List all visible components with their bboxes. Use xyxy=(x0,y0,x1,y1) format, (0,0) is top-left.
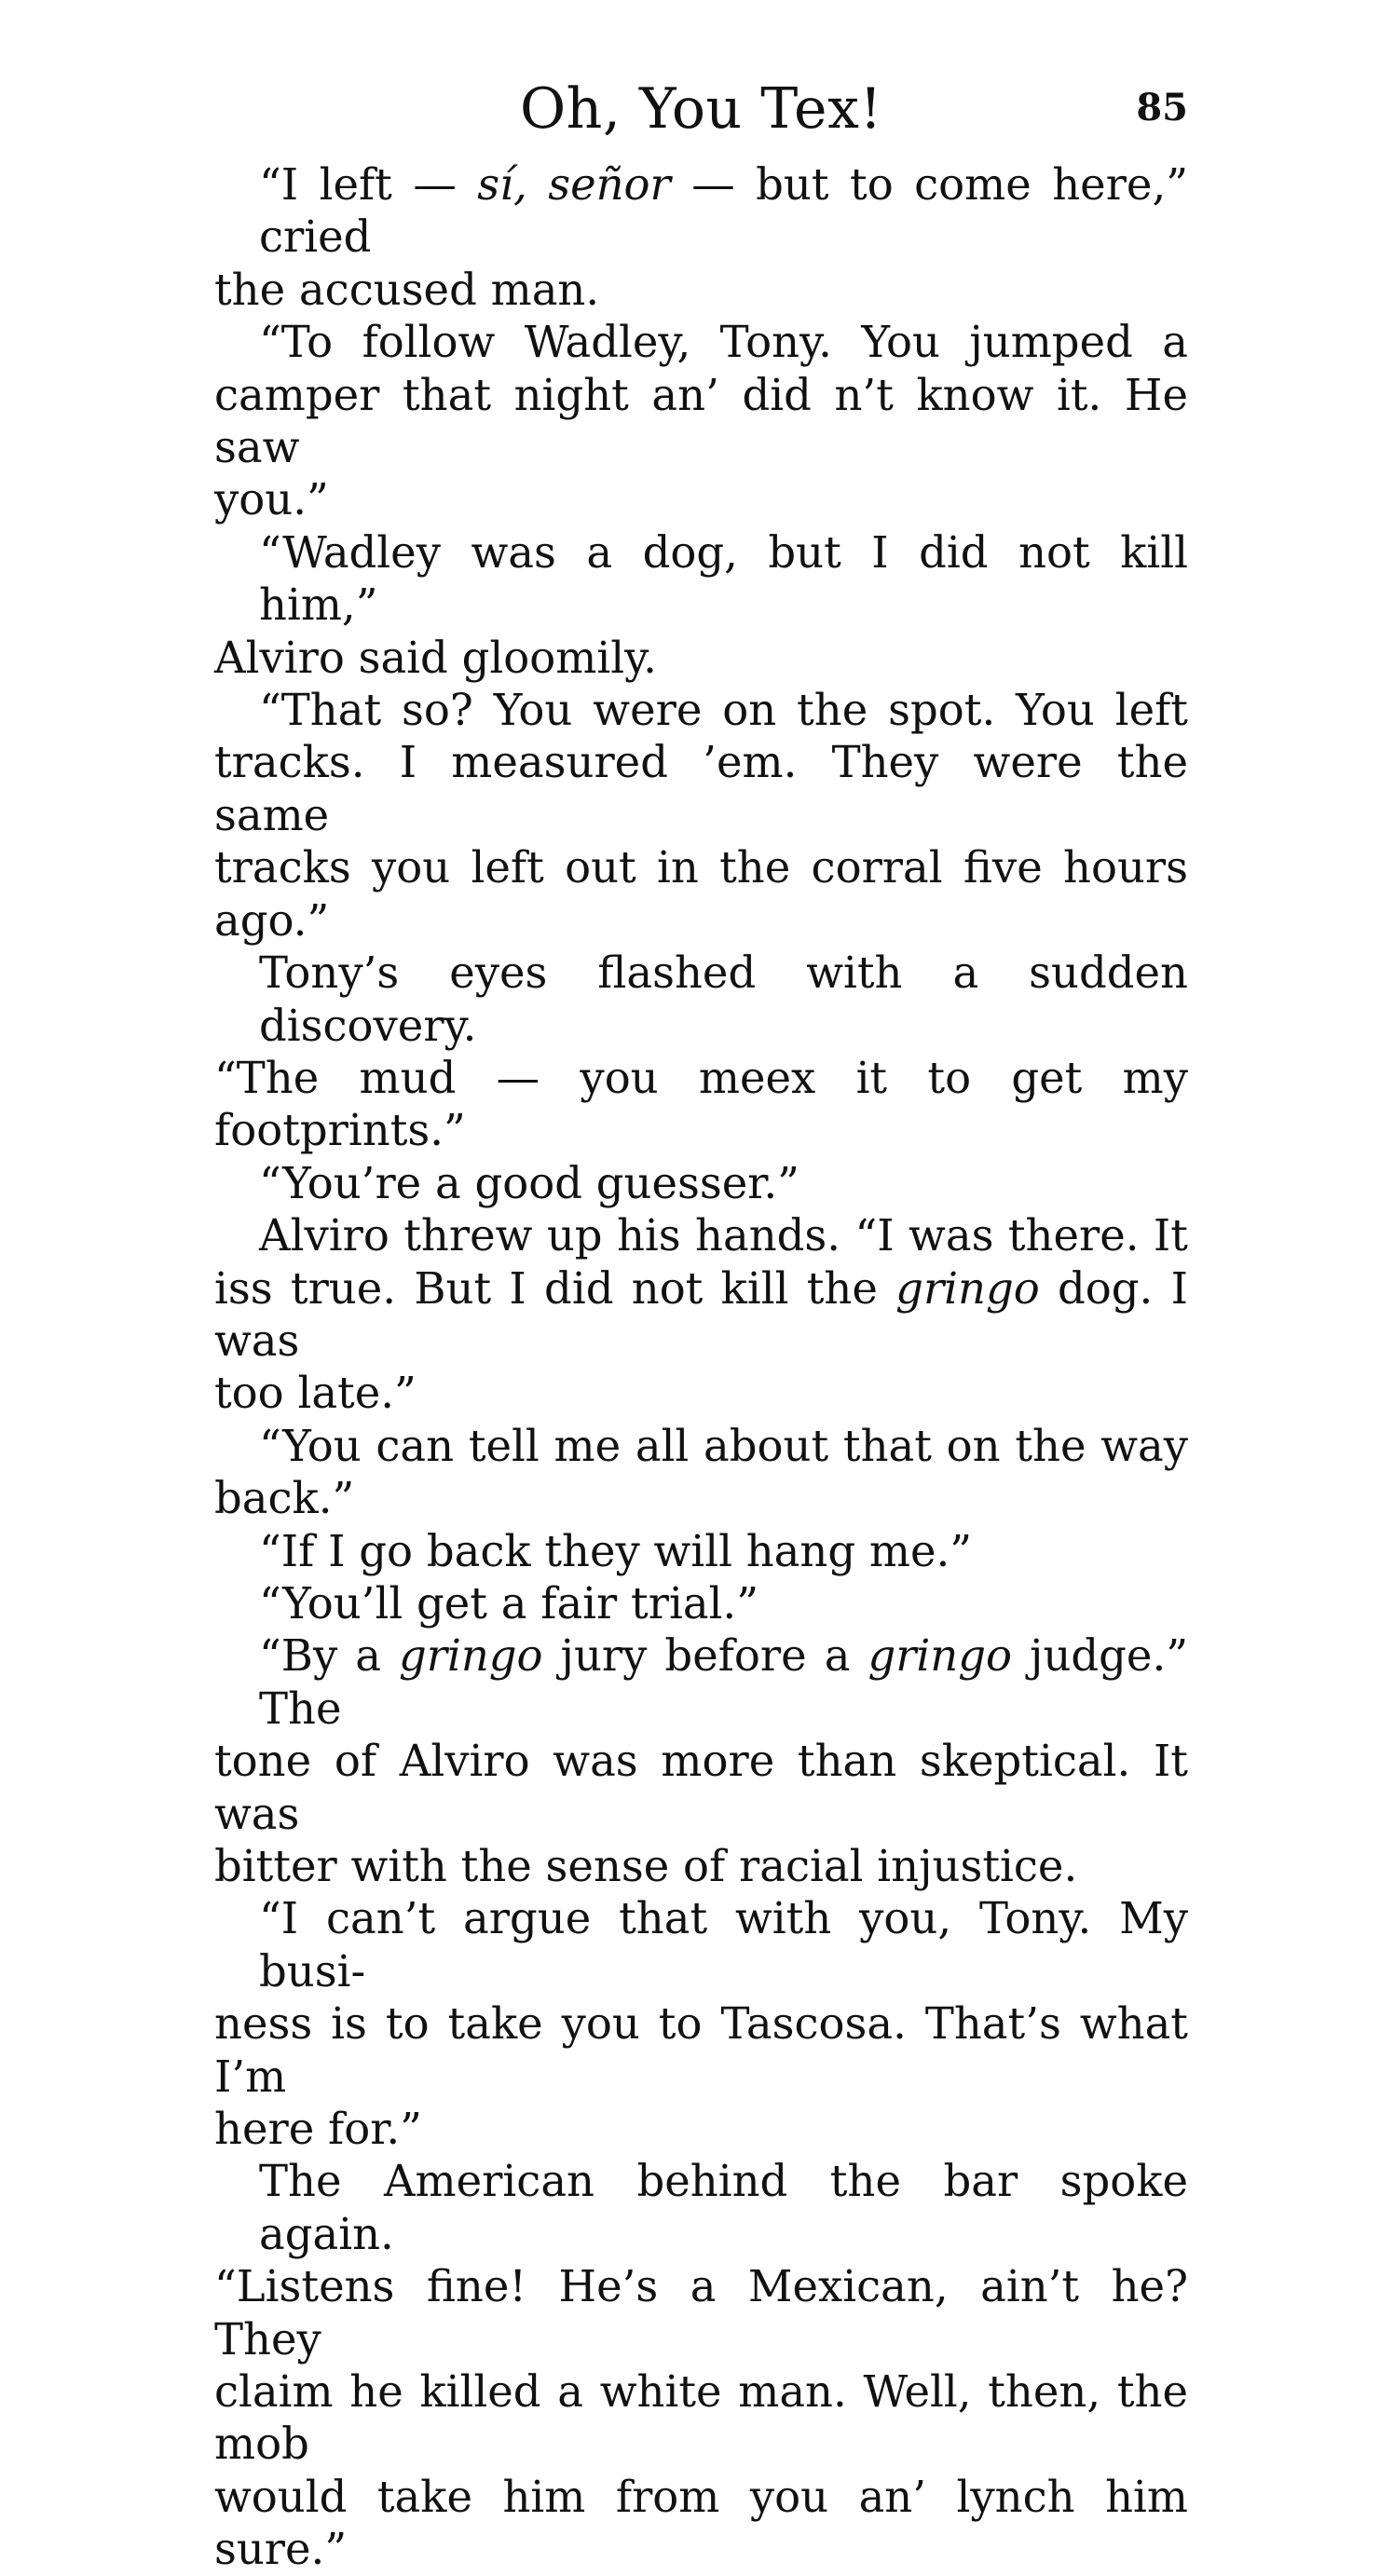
text-line: tracks you left out in the corral five hours ago.” xyxy=(214,842,1188,946)
text-line: here for.” xyxy=(214,2104,422,2155)
text-line: iss true. But I did not kill the gringo dog. I was xyxy=(214,1262,1188,1366)
running-head xyxy=(214,76,1188,142)
text-line: “If I go back they will hang me.” xyxy=(259,1525,973,1576)
text-line: camper that night an’ did n’t know it. He saw xyxy=(214,369,1188,473)
text-line: “The mud — you meex it to get my footprints.” xyxy=(214,1052,1188,1156)
text-line: The American behind the bar spoke again. xyxy=(259,2156,1188,2259)
text-line: “You can tell me all about that on the way xyxy=(259,1420,1188,1471)
text-line: too late.” xyxy=(214,1368,417,1419)
text-line: tracks. I measured ’em. They were the same xyxy=(214,737,1188,840)
body-text xyxy=(214,158,1188,2576)
text-line: bitter with the sense of racial injustice. xyxy=(214,1841,1078,1891)
text-line: “You’re a good guesser.” xyxy=(259,1157,799,1208)
text-line: would take him from you an’ lynch him sure.” xyxy=(214,2471,1188,2575)
text-line: Alviro said gloomily. xyxy=(214,632,657,683)
text-line: “Wadley was a dog, but I did not kill him,” xyxy=(259,526,1188,631)
page-number: 85 xyxy=(1136,86,1188,129)
text-line: Alviro threw up his hands. “I was there. It xyxy=(259,1210,1188,1261)
text-line: Tony’s eyes flashed with a sudden discovery. xyxy=(259,947,1188,1051)
text-line: “To follow Wadley, Tony. You jumped a xyxy=(259,317,1188,368)
text-line: “By a gringo jury before a gringo judge.” The xyxy=(259,1630,1188,1734)
text-line: “That so? You were on the spot. You left xyxy=(259,685,1188,736)
text-line: back.” xyxy=(214,1473,355,1524)
text-line: “I left — sí, señor — but to come here,” cried xyxy=(259,159,1188,263)
text-line: tone of Alviro was more than skeptical. It was xyxy=(214,1736,1188,1839)
running-title: Oh, You Tex! xyxy=(519,76,883,142)
text-line: “Listens fine! He’s a Mexican, ain’t he? They xyxy=(214,2261,1188,2365)
text-line: ness is to take you to Tascosa. That’s what I’m xyxy=(214,1998,1188,2102)
text-line: “I can’t argue that with you, Tony. My busi- xyxy=(259,1893,1188,1997)
text-line: the accused man. xyxy=(214,264,600,315)
text-line: you.” xyxy=(214,474,329,525)
text-line: claim he killed a white man. Well, then, the mob xyxy=(214,2366,1188,2470)
text-line: “You’ll get a fair trial.” xyxy=(259,1577,758,1629)
